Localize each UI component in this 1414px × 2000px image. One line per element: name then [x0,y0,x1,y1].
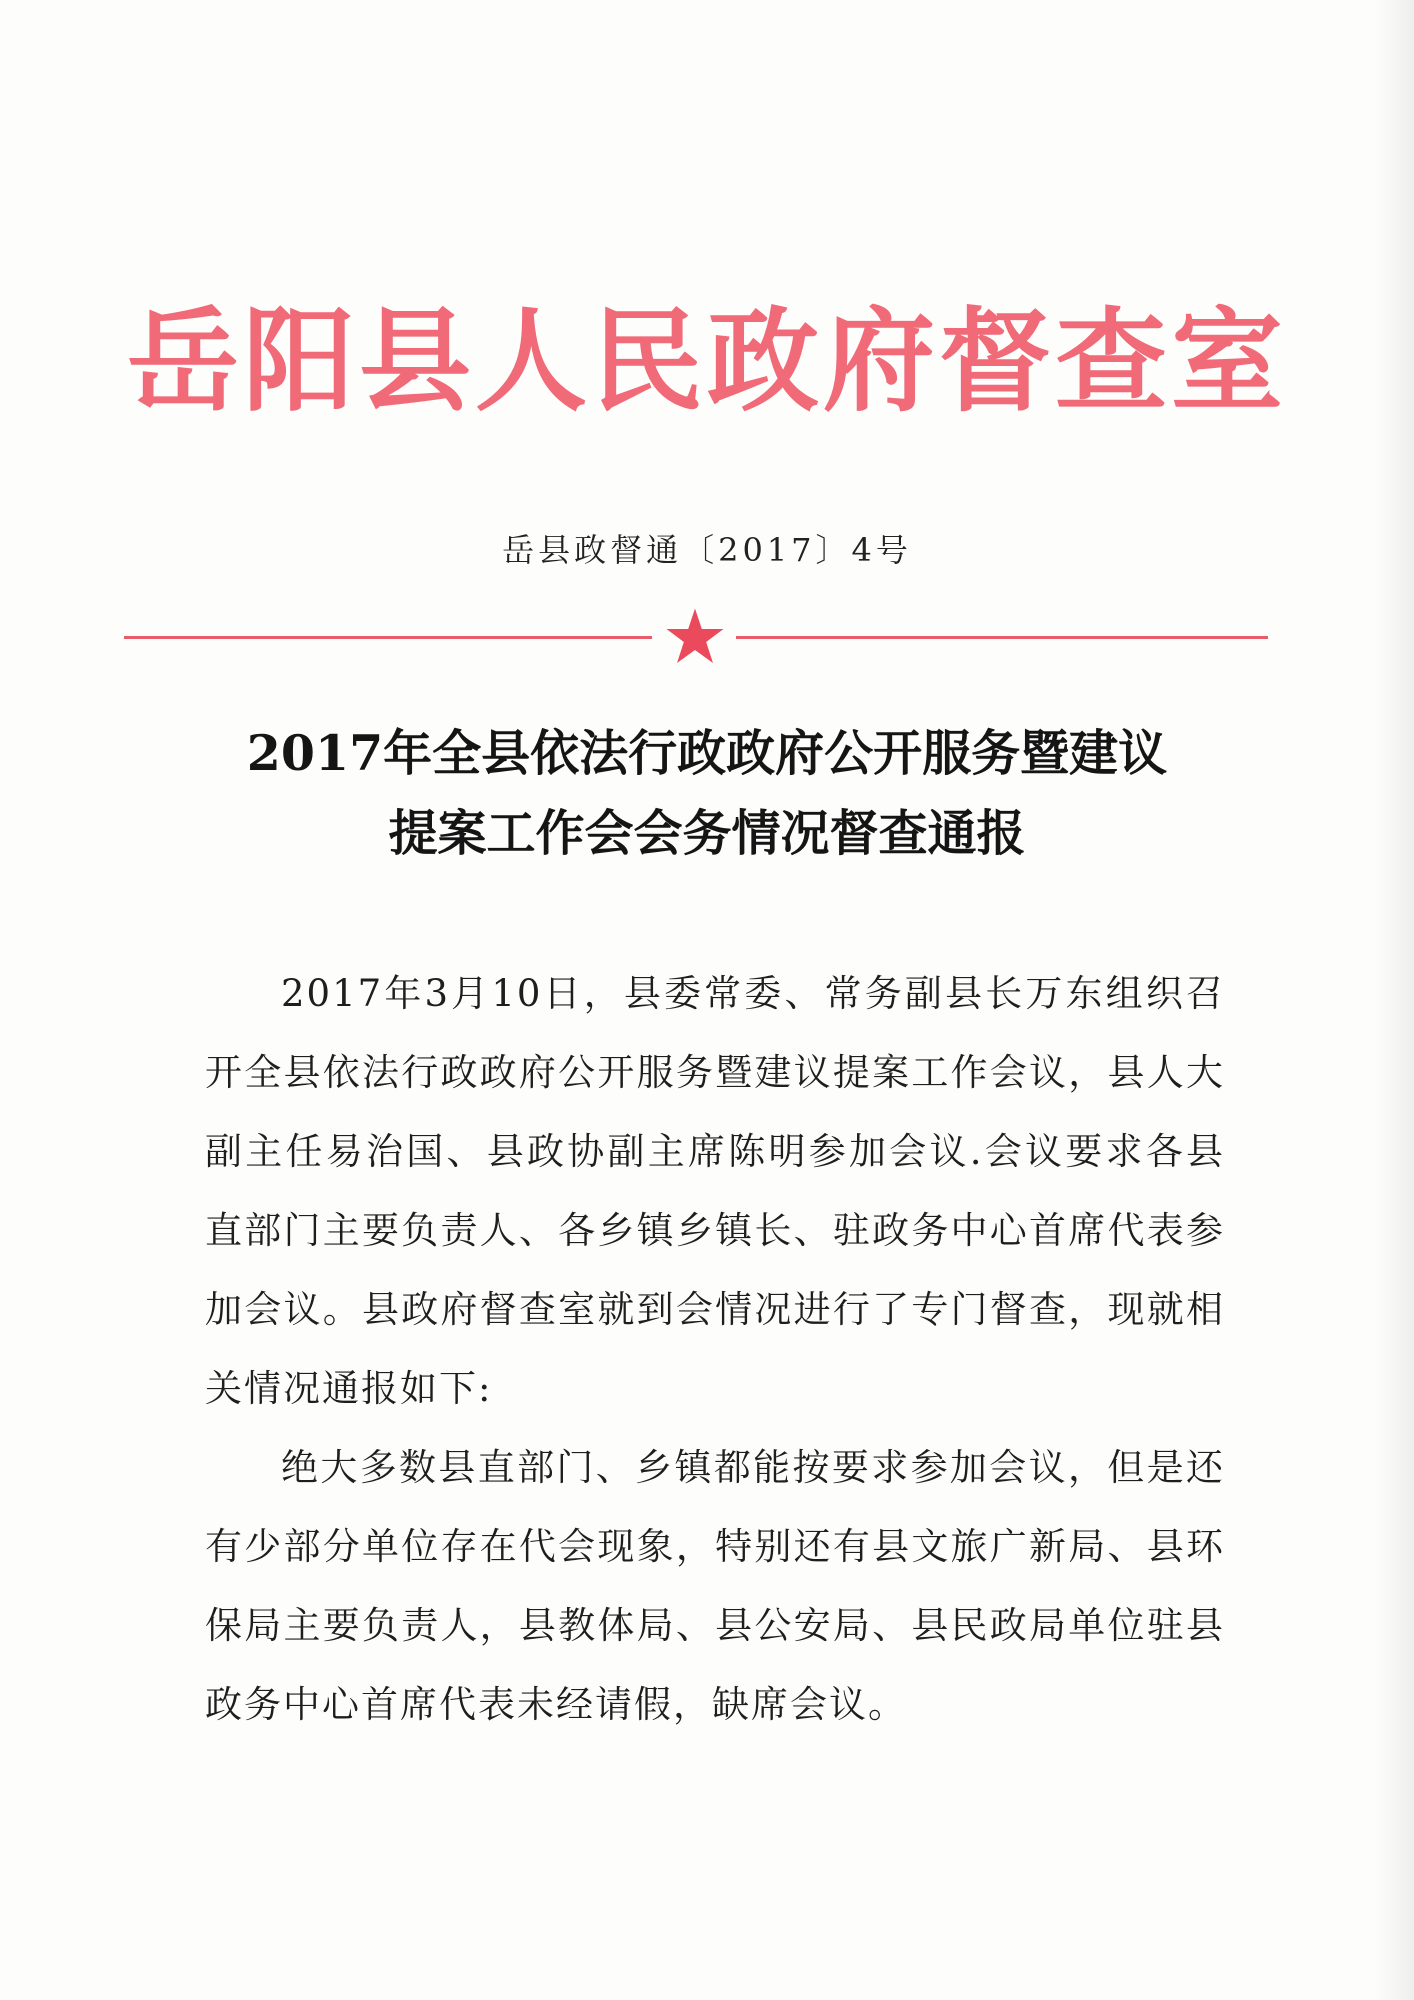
paragraph-2-text: 绝大多数县直部门、乡镇都能按要求参加会议，但是还有少部分单位存在代会现象，特别还有县文旅广新局、县环保局主要负责人，县教体局、县公安局、县民政局单位驻县政务中心首席代表未经请假，缺席会议。 [205,1446,1225,1726]
body-paragraph-2 [205,1428,1225,1744]
star-icon [664,606,726,668]
document-title-line-2: 提案工作会会务情况督查通报 [388,804,1026,862]
document-title-line-1: 2017年全县依法行政政府公开服务暨建议 [246,724,1168,782]
red-rule-right [736,636,1268,639]
paragraph-1-text: 2017年3月10日，县委常委、常务副县长万东组织召开全县依法行政政府公开服务暨建议提案工作会议，县人大副主任易治国、县政协副主席陈明参加会议.会议要求各县直部门主要负责人、各乡镇乡镇长、驻政务中心首席代表参加会议。县政府督查室就到会情况进行了专门督查，现就相关情况通报如下: [205,972,1225,1410]
red-rule-left [124,636,652,639]
body-paragraph-1 [205,954,1225,1428]
masthead-title: 岳阳县人民政府督查室 [127,297,1287,427]
document-number: 岳县政督通〔2017〕4号 [502,531,912,569]
